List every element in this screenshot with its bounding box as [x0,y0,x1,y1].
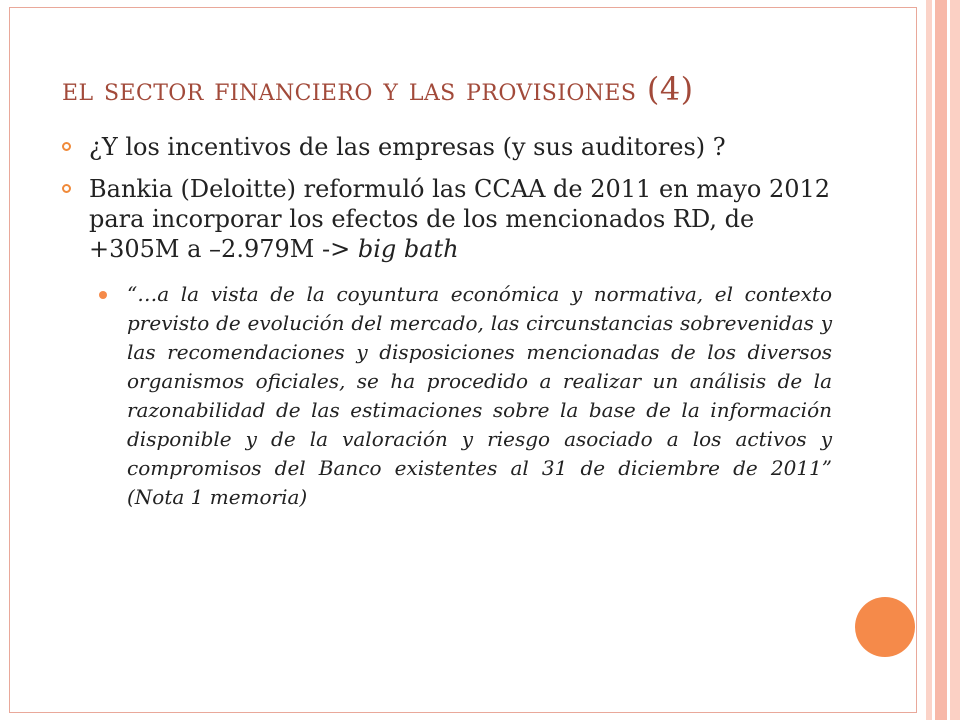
stripe-1 [926,0,932,720]
decorative-circle [855,597,915,657]
bullet-bankia [62,174,832,264]
bullet-incentives-text: ¿Y los incentivos de las empresas (y sus auditores) ? [89,133,726,161]
slide-title: el sector financiero y las provisiones (4) [62,70,694,108]
stripe-3 [950,0,960,720]
sub-bullet-quote [99,280,832,512]
bullet-ring-icon [62,142,71,151]
bullet-incentives [62,132,832,162]
bullet-dot-icon [99,291,107,299]
bullet-bankia-text: Bankia (Deloitte) reformuló las CCAA de 2011 en mayo 2012 para incorporar los efectos de los mencionados RD, de +305M a –2.979M -> [89,175,831,263]
decorative-stripes [926,0,960,720]
slide-content [62,132,832,512]
stripe-2 [935,0,947,720]
bullet-ring-icon [62,184,71,193]
bullet-bankia-emphasis: big bath [357,235,459,263]
sub-bullet-quote-text: “…a la vista de la coyuntura económica y normativa, el contexto previsto de evolución del mercado, las circunstancias sobrevenidas y las recomendaciones y disposiciones mencionadas de los diversos organismos oficiales, se ha procedido a realizar un análisis de la razonabilidad de las estimaciones sobre la base de la información disponible y de la valoración y riesgo asociado a los activos y compromisos del Banco existentes al 31 de diciembre de 2011” (Nota 1 memoria) [127,282,832,509]
